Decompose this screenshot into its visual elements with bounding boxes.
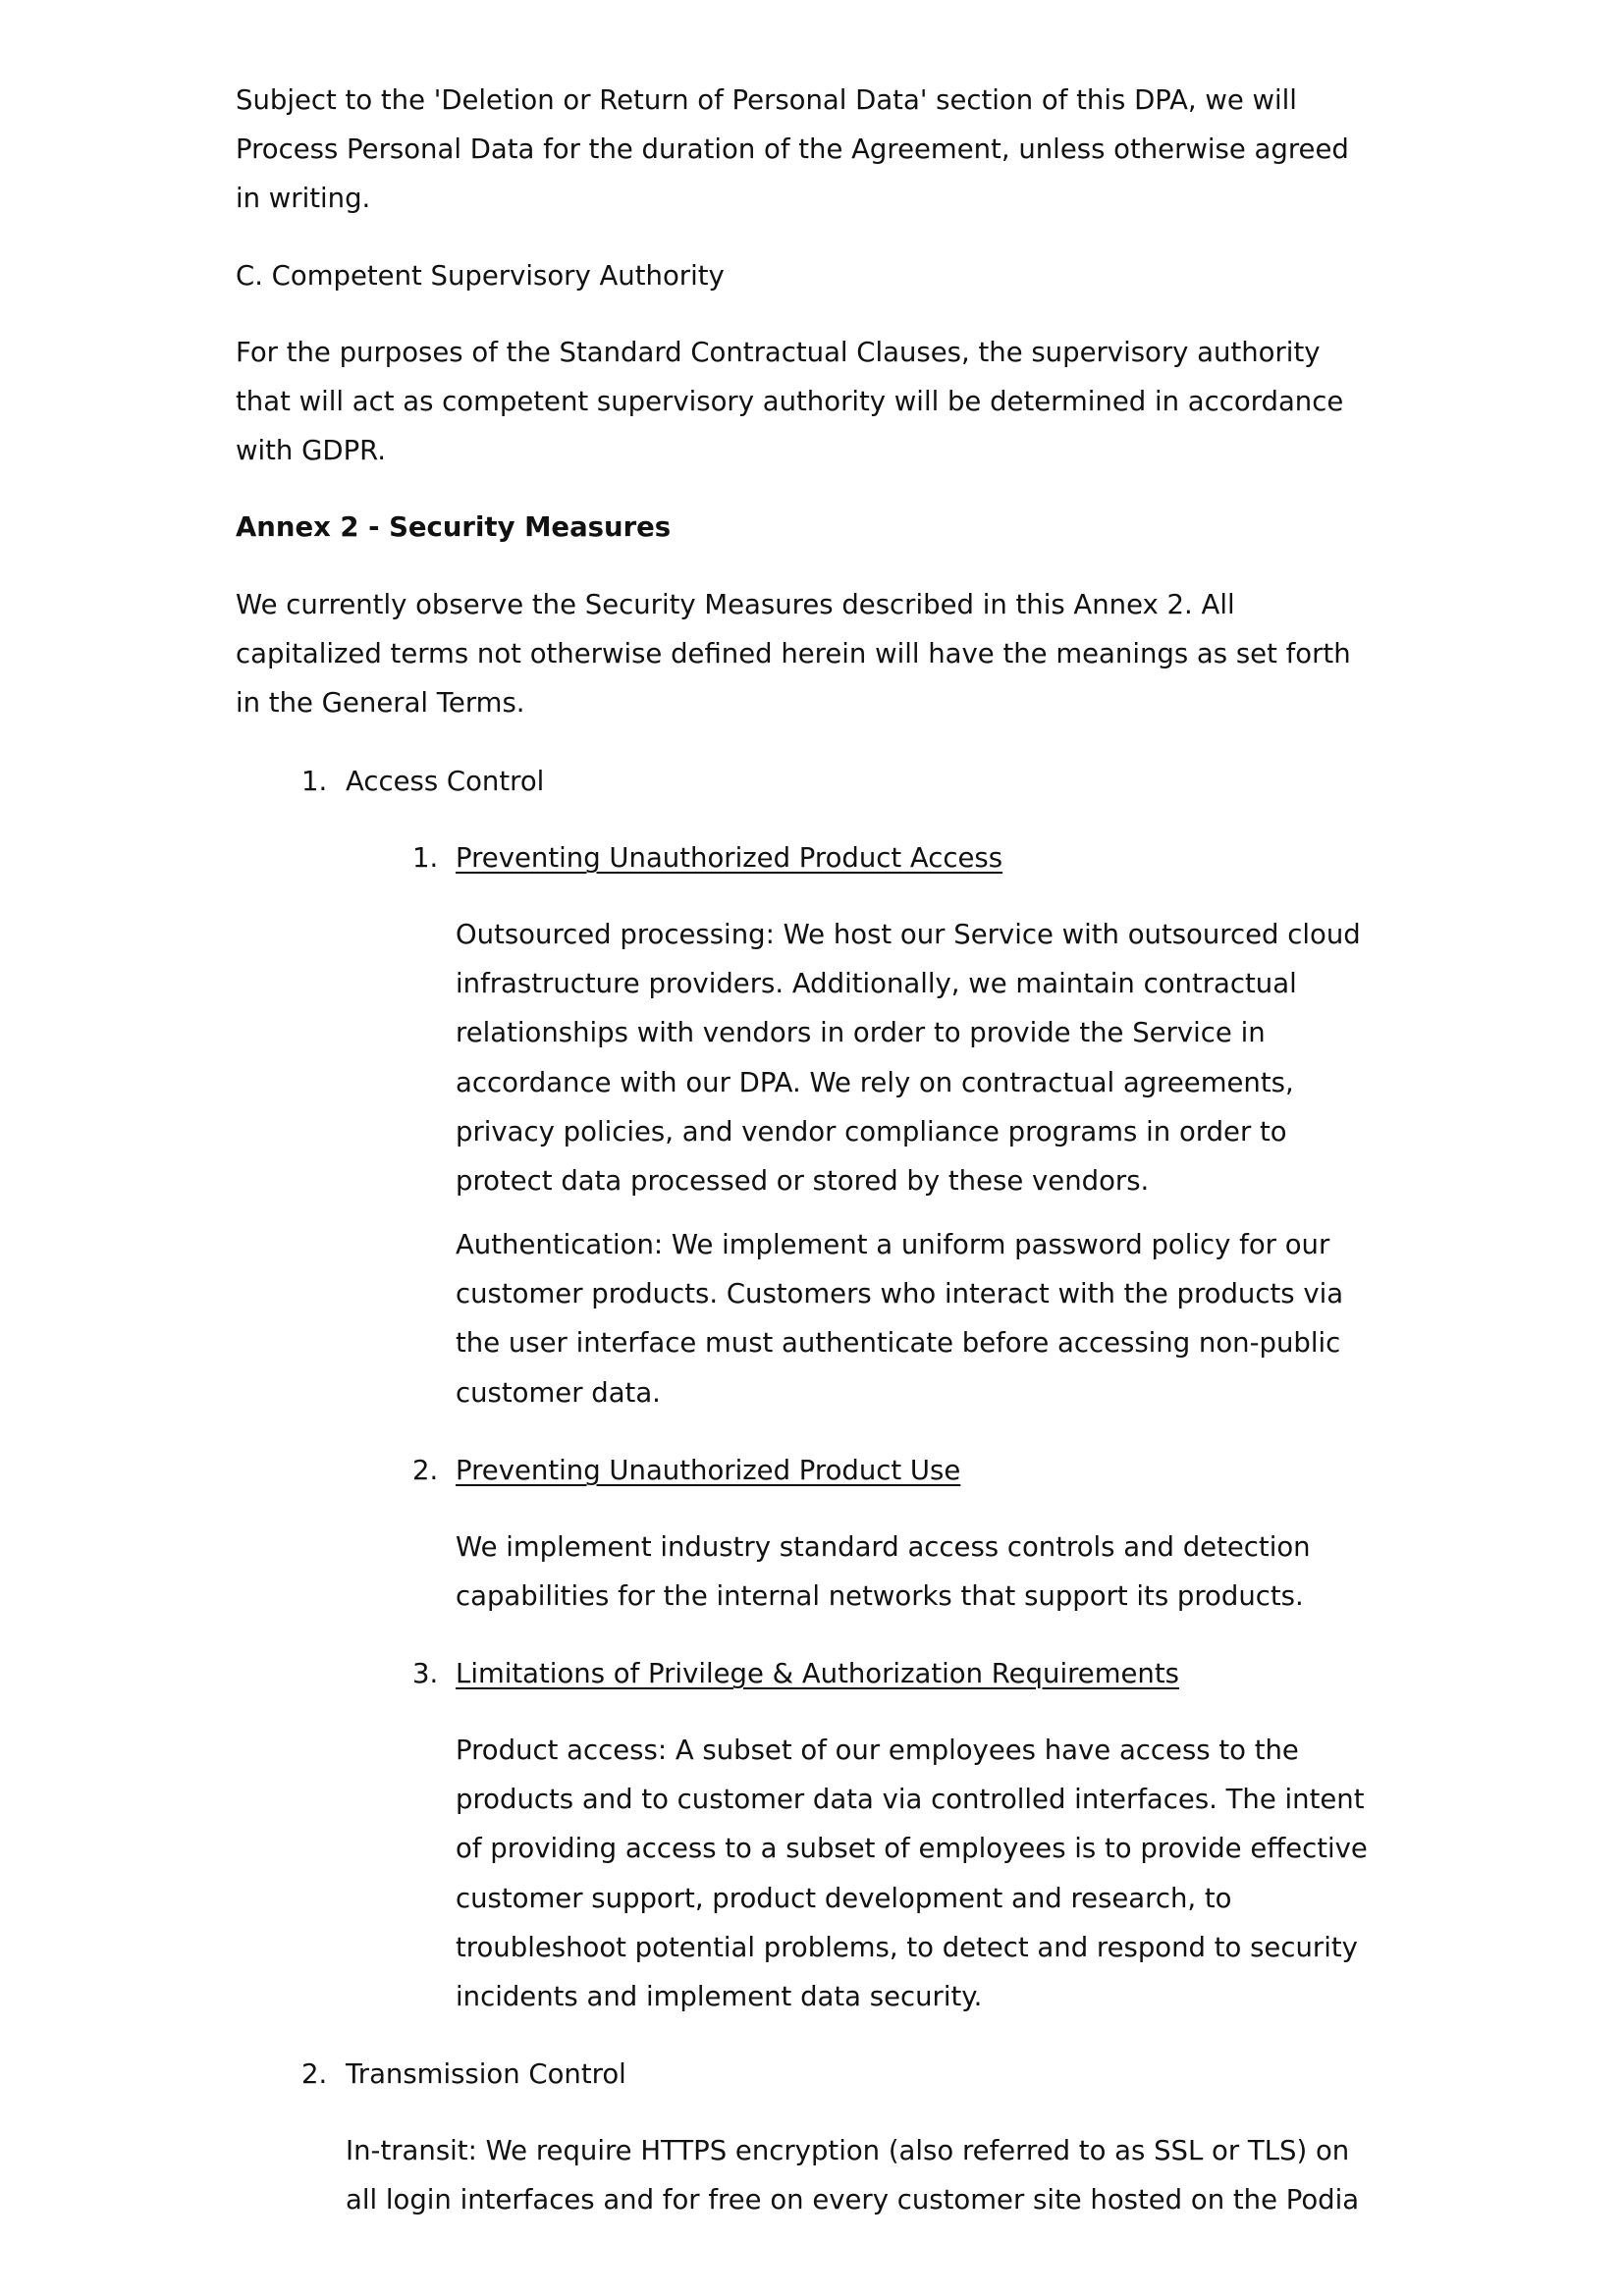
text-line: Authentication: We implement a uniform password policy for our: [456, 1229, 1330, 1260]
text-line: We currently observe the Security Measures described in this Annex 2. All: [236, 589, 1235, 620]
text-line: infrastructure providers. Additionally, we maintain contractual: [456, 968, 1297, 1000]
product-access-paragraph: [456, 1726, 1368, 2021]
text-line: with GDPR.: [236, 435, 387, 467]
text-line: In-transit: We require HTTPS encryption (also referred to as SSL or TLS) on: [346, 2135, 1350, 2166]
section-c-paragraph: [236, 328, 1343, 476]
annex-heading-text: Annex 2 - Security Measures: [236, 511, 672, 543]
text-line: capabilities for the internal networks that support its products.: [456, 1580, 1304, 1613]
text-line: in writing.: [236, 183, 371, 215]
subitem-number: 2.: [412, 1455, 439, 1486]
text-line: protect data processed or stored by these vendors.: [456, 1165, 1150, 1198]
section-c-heading-text: C. Competent Supervisory Authority: [236, 260, 725, 292]
subitem-number: 1.: [412, 842, 439, 874]
text-line: Process Personal Data for the duration of the Agreement, unless otherwise agreed: [236, 133, 1349, 166]
text-line: customer data.: [456, 1376, 661, 1409]
intro-paragraph: [236, 76, 1349, 224]
text-line: relationships with vendors in order to provide the Service in: [456, 1017, 1266, 1049]
annex-heading: [236, 503, 671, 552]
outsourced-processing-paragraph: [456, 910, 1361, 1205]
text-line: accordance with our DPA. We rely on contractual agreements,: [456, 1066, 1294, 1098]
text-line: capitalized terms not otherwise defined herein will have the meanings as set forth: [236, 638, 1351, 670]
subitem-number: 3.: [412, 1658, 439, 1689]
list-item-access-control: Access Control: [346, 766, 545, 797]
list-item-number: 1.: [301, 766, 328, 797]
text-line: We implement industry standard access controls and detection: [456, 1531, 1311, 1563]
section-c-heading: [236, 251, 725, 300]
text-line: all login interfaces and for free on every customer site hosted on the Podia: [346, 2184, 1360, 2216]
list-item-transmission-control: Transmission Control: [346, 2058, 626, 2090]
subitem-title-preventing-unauthorized-product-access: Preventing Unauthorized Product Access: [456, 842, 1003, 874]
authentication-paragraph: [456, 1220, 1343, 1417]
annex-intro-paragraph: [236, 580, 1351, 728]
subitem-title-limitations-of-privilege: Limitations of Privilege & Authorization Requirements: [456, 1658, 1179, 1689]
text-line: Outsourced processing: We host our Service with outsourced cloud: [456, 919, 1361, 950]
subitem-title-preventing-unauthorized-product-use: Preventing Unauthorized Product Use: [456, 1455, 961, 1486]
in-transit-paragraph: [346, 2126, 1359, 2224]
text-line: that will act as competent supervisory authority will be determined in accordance: [236, 386, 1344, 418]
text-line: troubleshoot potential problems, to detect and respond to security: [456, 1931, 1358, 1963]
text-line: of providing access to a subset of employees is to provide effective: [456, 1833, 1368, 1865]
text-line: customer products. Customers who interact with the products via: [456, 1278, 1344, 1310]
list-item-number: 2.: [301, 2058, 328, 2090]
text-line: For the purposes of the Standard Contractual Clauses, the supervisory authority: [236, 337, 1321, 368]
text-line: customer support, product development and research, to: [456, 1882, 1232, 1914]
access-controls-paragraph: [456, 1522, 1311, 1621]
text-line: the user interface must authenticate before accessing non-public: [456, 1327, 1341, 1360]
text-line: privacy policies, and vendor compliance programs in order to: [456, 1115, 1287, 1148]
text-line: incidents and implement data security.: [456, 1981, 983, 2013]
text-line: Subject to the 'Deletion or Return of Personal Data' section of this DPA, we will: [236, 84, 1297, 116]
text-line: products and to customer data via controlled interfaces. The intent: [456, 1784, 1365, 1816]
text-line: in the General Terms.: [236, 687, 525, 720]
text-line: Product access: A subset of our employees have access to the: [456, 1735, 1299, 1766]
